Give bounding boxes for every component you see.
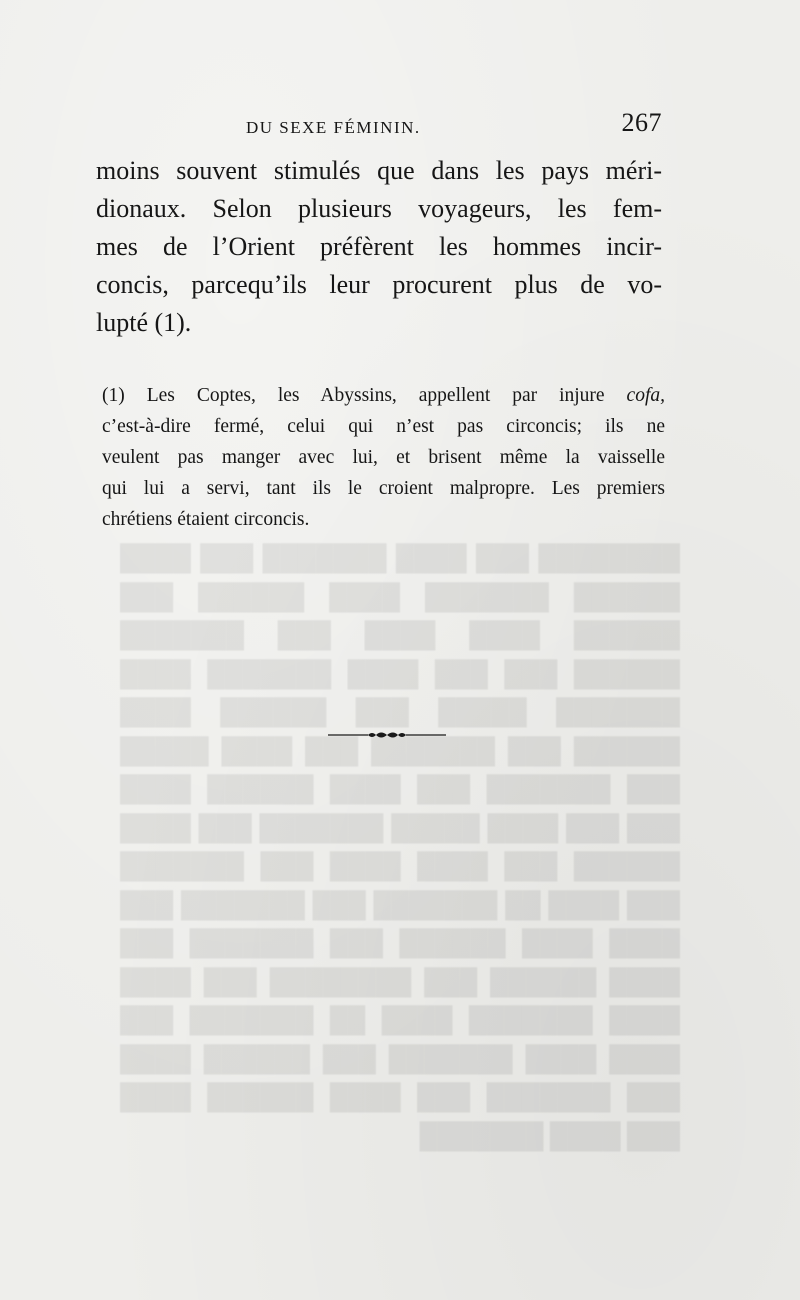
footnote-line: veulent pas manger avec lui, et brisent même la vaisselle (102, 447, 665, 468)
footnote-text: (1) Les Coptes, les Abyssins, appellent par injure (102, 385, 627, 406)
body-line: moins souvent stimulés que dans les pays méri- (96, 156, 662, 185)
footnote-line: c’est-à-dire fermé, celui qui n’est pas circoncis; ils ne (102, 416, 665, 437)
body-paragraph (96, 152, 662, 342)
body-line: concis, parcequ’ils leur procurent plus de vo- (96, 270, 662, 299)
body-line: mes de l’Orient préfèrent les hommes incir- (96, 232, 662, 261)
bleed-through-texture: ████████ ███ ████ ███████ ███ ████ ██████ ███████ ████ ██████ ███ ██████ ████ ████ ███ ███████ ██████ ███ ███ ████ ███████ ████ ███████ █████ ███ ██████ ████ ██████ ███ ███████ ███ ████ █████ ███ ███████ ███ ████ ██████ ████ ███ ███ ████ █████ ███████ ███ ████ ██████ ███ ████ ████ ███ ███████ ███ ████ ██ ███████ ███ ███████ ███ ████ ████ ██████ ███ ███████ ███ ████ ██████ ███ ████████ ███ ████ ████ ███████ ████ ██ ███████ ███ ████ ████ ███████ ███ ██████ ████ ███ ███████ ███ ████ ██████ ████ ███ ████ ███████ (120, 545, 680, 1150)
body-line: lupté (1). (96, 308, 192, 337)
page-header (96, 108, 662, 148)
body-line: dionaux. Selon plusieurs voyageurs, les fem- (96, 194, 662, 223)
running-head: DU SEXE FÉMININ. (246, 118, 421, 137)
tailpiece-ornament-icon (328, 728, 446, 742)
footnote-line (102, 380, 665, 411)
page-number: 267 (621, 108, 662, 137)
footnote-line: qui lui a servi, tant ils le croient malpropre. Les premiers (102, 478, 665, 499)
footnote-line: chrétiens étaient circoncis. (102, 509, 310, 530)
footnote (102, 380, 665, 535)
footnote-italic-term: cofa, (626, 385, 665, 406)
